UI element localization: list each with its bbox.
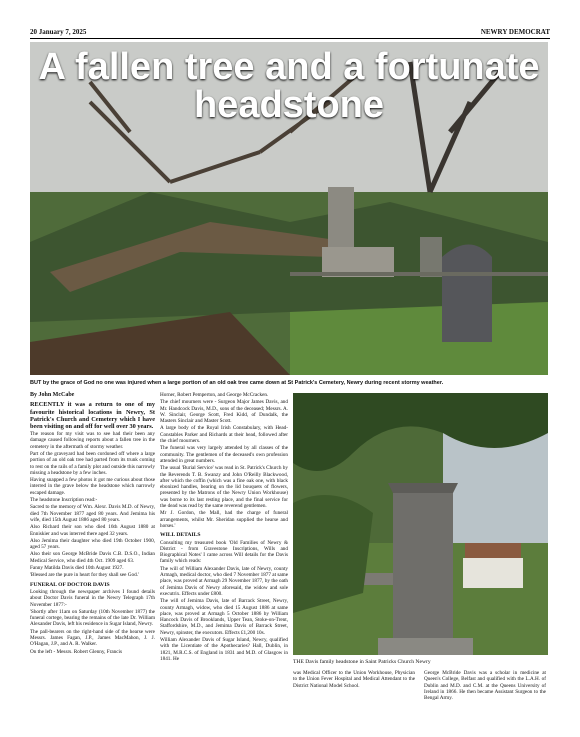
column-3 [293,670,415,690]
paragraph: Mr J. Gordon, the Mall, had the charge of funeral arrangements, whilst Mr. Sheridan supplied the hearse and horses.' [160,510,288,529]
byline: By John McCabe [30,392,75,398]
column-1 [30,392,155,656]
main-photo-caption: BUT by the grace of God no one was injured when a large portion of an old oak tree came down at St Patrick's Cemetery, Newry during recent stormy weather. [30,380,444,386]
paragraph: The headstone Inscription read:- [30,497,98,504]
headstone-photo [293,393,548,655]
paragraph: Also Jemima their daughter who died 19th October 1900, aged 57 years. [30,537,155,551]
paragraph: A large body of the Royal Irish Constabulary, with Head-Constables Parker and Richards at their head, followed after the chief mourners. [160,425,288,445]
paragraph: The will of Jemima Davis, late of Barrack Street, Newry, county Armagh, widow, who died 15 August 1886 at same place, was proved at Armagh 5 October 1886 by William Hancock Davis of Brooklands, Upper Tean, Stoke-on-Trent, Staffordshire, M.D., and Jemima Davis of Barrack Street, Newry, spinster, the executors. Effects £1,200 10s. [160,598,288,636]
lead-paragraph: RECENTLY it was a return to one of my favourite historical locations in Newry, St Patrick's Church and Cemetery which I have been visiting on and off for well over 30 years. [30,401,155,430]
paragraph: 'Shortly after 11am on Saturday (10th November 1877) the funeral cortege, bearing the remains of the late Dr. William Alexander Davis, left his residence in Sugar Island, Newry. [30,608,155,628]
column-2 [160,392,288,663]
paragraph: was Medical Officer to the Union Workhouse, Physician to the Union Fever Hospital and Medical Attendant to the District National Model School. [293,670,415,689]
paragraph: The usual 'Burial Service' was read in St. Patrick's Church by the Reverends T. B. Swanzy and John O'Reilly Blackwood, after which the coffin (which was a fine oak one, with black ebonized handles, bearing on the lid bouquets of flowers, presented by the Matrons of the Newry Union Workhouse) was borne to its last resting place, and the final service for the dead was read by the same reverend gentlemen. [160,465,288,510]
issue-date: 20 January 7, 2025 [30,28,87,36]
paragraph: Looking through the newspaper archives I found details about Doctor Davis funeral in the Newry Telegraph 17th November 1877:- [30,588,155,608]
paragraph: George McBride Davis was a scholar in medicine at Queen's College, Belfast and qualified with the L.A.H. of Dublin and M.D. and C.M. at the Queens University of Ireland in 1866. He then became Assistant Surgeon to the Bengal Army. [424,670,546,702]
page-header [30,28,550,39]
paragraph: The funeral was very largely attended by all classes of the community. The gentlemen of the deceased's own profession attended in great numbers. [160,445,288,464]
paragraph: Fanny Matilda Davis died 10th August 1927. [30,565,124,572]
paper-name: NEWRY DEMOCRAT [480,28,550,36]
paragraph: Also their son George McBride Davis C.B. D.S.O., Indian Medical Service, who died 4th Oct. 1909 aged 63. [30,551,155,564]
paragraph: On the left - Messrs. Robert Glenny, Francis [30,648,123,655]
column-4 [424,670,546,702]
paragraph: Part of the graveyard had been cordoned off where a large portion of an old oak tree had parted from its trunk coming to rest on the rails of a family plot and outside this narrowly missing a headstone by a few inches. [30,451,155,476]
paragraph: Having snapped a few photos it got me curious about those interred in the grave below the headstone which narrowly escaped damage. [30,477,155,496]
section-heading-funeral: FUNERAL OF DOCTOR DAVIS [30,581,110,588]
article-headline: A fallen tree and a fortunate headstone [38,46,540,126]
hero-photo [30,42,548,375]
paragraph: Horner, Robert Pemperton, and George McCracken. [160,392,269,398]
paragraph: The chief mourners were - Surgeon Major James Davis, and Mr. Handcock Davis, M.D., sons of the deceased; Messrs. A. W. Sinclair, George Scott, Fred Kidd, of Dundalk, the Masters Sinclair and Master Scott. [160,399,288,425]
paragraph: William Alexander Davis of Sugar Island, Newry, qualified with the Licentiate of the Apothecaries? Hall, Dublin, in 1821, M.R.C.S. of England in 1831 and M.D. of Glasgow in 1841. He [160,636,288,662]
paragraph: Sacred to the memory of Wm. Alexr. Davis M.D. of Newry, died 7th November 1877 aged 80 years. And Jemima his wife, died 15th August 1886 aged 80 years. [30,504,155,523]
headstone-illustration [293,393,548,655]
paragraph: The will of William Alexander Davis, late of Newry, county Armagh, medical doctor, who died 7 November 1877 at same place, was proved at Armagh 29 November 1877, by the oath of Jemima Davis of Newry aforesaid, the widow and sole executrix. Effects under £800. [160,565,288,597]
paragraph: Also Richard their son who died 16th August 1880 at Enniskier and was interred there aged 32 years. [30,524,155,537]
paragraph: The reason for my visit was to see had their been any damage caused following reports about a fallen tree in the cemetery in the aftermath of stormy weather. [30,431,155,450]
headstone-photo-caption: THE Davis family headstone in Saint Patricks Church Newry [293,659,431,665]
paragraph: The pall-bearers on the right-hand side of the hearse were Messrs. James Fagan, J.P., James MacMahon, J. J. O'Hagan, J.P., and A. R. Walker. [30,628,155,648]
section-heading-wills: WILL DETAILS [160,532,201,539]
paragraph: Consulting my treasured book 'Old Families of Newry & District - from Gravestone Inscriptions, Wills and Biographical Notes' I came across Will details for the Davis family which reads: [160,539,288,565]
paragraph: 'Blessed are the pure in heart for they shall see God.' [30,572,139,579]
